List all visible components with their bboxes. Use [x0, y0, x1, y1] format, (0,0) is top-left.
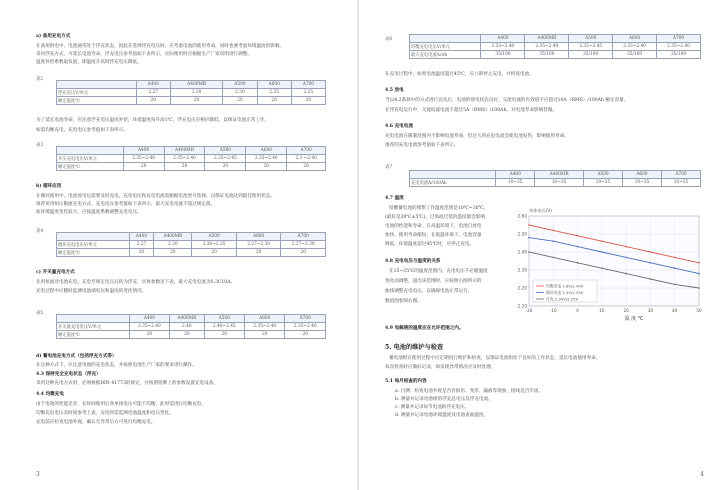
- table-row: [410, 179, 701, 187]
- table-cell: 35/100: [525, 51, 569, 59]
- cycle-voltage-table: [56, 232, 326, 257]
- table-cell: A400MR: [525, 35, 569, 43]
- table-label: 表3: [36, 143, 44, 148]
- table-cell: A700: [287, 147, 326, 155]
- table-cell: 2.35~2.40: [129, 323, 169, 331]
- table-row: [410, 171, 701, 179]
- paragraph: 在浮充电运行中，交流纹波电流不超过5A（RMS）/100Ah，对电池寿命影响甚微。: [385, 108, 557, 113]
- paragraph: 如环境温度变化较大，应按温度系数调整充电电压。: [36, 210, 142, 215]
- data-point: [698, 287, 700, 289]
- table-cell: A500: [223, 81, 257, 89]
- table-cell: 2.35~2.40: [285, 323, 326, 331]
- data-point: [650, 262, 652, 264]
- table-cell: 20: [154, 249, 192, 257]
- table-cell: A400: [129, 315, 169, 323]
- paragraph: 均衡充电电压及时间参考上表，充电时需监测电池温度和电压变化。: [36, 411, 174, 416]
- table-row: [410, 51, 701, 59]
- paragraph: 推荐的充电电流参考值如下表所示。: [385, 143, 459, 148]
- table-cell: 2.40: [170, 323, 204, 331]
- paragraph: 加快，使用寿命缩短；在低温环境下，电池容量: [385, 233, 482, 238]
- data-point: [528, 237, 530, 239]
- table-cell: A600: [245, 315, 285, 323]
- float-voltage-table: [56, 80, 326, 105]
- table-cell: 20: [246, 163, 287, 171]
- data-point: [552, 257, 554, 259]
- table-cell: 10~35: [535, 179, 584, 187]
- data-point: [625, 273, 627, 275]
- y-axis-label: 单体电压(V): [529, 208, 552, 213]
- table-cell: 20: [170, 331, 204, 339]
- table-cell: A400MR: [154, 233, 192, 241]
- paragraph: 在15~35℃的温度范围内，充电电压不必随温度: [389, 269, 488, 274]
- section-b-heading: b) 循环应用: [36, 184, 62, 189]
- section-d-heading: d) 蓄电池充电方式（包括浮充方式等）: [36, 354, 117, 359]
- y-tick-label: 2.20: [517, 285, 527, 291]
- table-cell: 最大充电电流A/Ah: [410, 51, 481, 59]
- data-point: [552, 240, 554, 242]
- table-cell: 额定温度℃: [57, 331, 130, 339]
- paragraph: 曲线调整充电电压，以确保电池正常运行。: [385, 289, 473, 294]
- table-cell: 2.40~2.45: [204, 323, 244, 331]
- x-tick-label: 30: [647, 308, 654, 313]
- table-cell: 2.27: [136, 89, 170, 97]
- table-cell: A400MR: [164, 147, 205, 155]
- table-cell: 20: [204, 331, 244, 339]
- paragraph: 充电前应检查电池外观，确认无异常后方可进行均衡充电。: [36, 420, 156, 425]
- table-cell: 2.35~2.40: [123, 155, 164, 163]
- paragraph: 铅酸蓄电池的理想工作温度范围是10℃~30℃，: [389, 206, 489, 211]
- paragraph: 在这种方式下，应注意电池的充电状态，并按照电池生产厂家的要求进行操作。: [36, 363, 197, 368]
- data-point: [601, 240, 603, 242]
- paragraph: 如需均衡充电，充电电压参考值如下表所示。: [36, 128, 128, 133]
- equalize-charge-table: [409, 34, 701, 59]
- table-cell: 2.27~2.30: [281, 241, 326, 249]
- table-cell: 10~35: [496, 179, 535, 187]
- table-cell: 35/100: [613, 51, 657, 59]
- data-point: [552, 230, 554, 232]
- table-cell: A400: [496, 171, 535, 179]
- paragraph: (最好是20℃±5℃)。过高或过低的温度都会影响: [385, 215, 485, 220]
- table-cell: 2.30: [223, 89, 257, 97]
- section-heading: 5.1 每月检查的内容: [385, 379, 427, 384]
- table-row: [57, 241, 326, 249]
- legend-entry: 循环充电 1.5V/2.35V: [546, 289, 584, 295]
- table-row: [57, 147, 326, 155]
- table-cell: 2.30~2.35: [192, 241, 237, 249]
- data-point: [601, 267, 603, 269]
- paragraph: 在循环使用中，电池放电后需要及时充电，充电电压和充电电流需根据电池型号选择，以保证电池达到最佳使用状态。: [36, 194, 275, 199]
- table-row: [410, 43, 701, 51]
- table-cell: 2.35~2.40: [245, 323, 285, 331]
- paragraph: 充电过程中应随时监测电池端电压和温度的变化情况。: [36, 289, 147, 294]
- table-row: [57, 233, 326, 241]
- section-heading: 4.6 充电电流: [385, 124, 413, 129]
- paragraph: 在备用供电中，电池通常处于浮充状态，因此在选择浮充电压时，应考虑电池的使用寿命，同时也要考虑环境温度的影响。: [36, 44, 285, 49]
- table-row: [57, 81, 326, 89]
- x-tick-label: -20: [525, 308, 533, 313]
- table-cell: 20: [192, 249, 237, 257]
- data-point: [601, 251, 603, 253]
- x-tick-label: 40: [672, 308, 678, 313]
- right-page: [359, 0, 716, 490]
- table-cell: 20: [164, 163, 205, 171]
- table-row: [410, 35, 701, 43]
- table-cell: 充电电流A/100Ah: [410, 179, 496, 187]
- table-cell: 35/100: [481, 51, 525, 59]
- table-cell: A700: [657, 35, 701, 43]
- y-tick-label: 2.60: [517, 213, 527, 219]
- table-cell: 2.30: [170, 89, 222, 97]
- data-point: [577, 246, 579, 248]
- table-cell: A400MR: [535, 171, 584, 179]
- data-point: [674, 284, 676, 286]
- table-row: [57, 315, 326, 323]
- paragraph: 为了延长电池寿命，应注意浮充电压温度补偿，环境温度每升高1℃，浮充电压应相应降低，以保证电池正常工作。: [36, 118, 270, 123]
- table-cell: 20: [287, 163, 326, 171]
- table-row: [57, 89, 326, 97]
- table-cell: A600: [236, 233, 281, 241]
- section-c-heading: c) 开关量充电方式: [36, 270, 75, 275]
- table-cell: [410, 171, 496, 179]
- table-cell: 2.35~2.40: [657, 43, 701, 51]
- table-cell: A400: [481, 35, 525, 43]
- table-cell: 10~35: [584, 179, 623, 187]
- table-cell: A400MR: [170, 81, 222, 89]
- table-cell: 20: [236, 249, 281, 257]
- table-cell: A400MR: [170, 315, 204, 323]
- table-cell: 2.25: [291, 89, 325, 97]
- table-cell: [57, 233, 130, 241]
- table-cell: 2.35~2.40: [525, 43, 569, 51]
- section-heading: 4.4 均衡充电: [36, 392, 64, 397]
- table-cell: 20: [285, 331, 326, 339]
- table-label: 表5: [36, 311, 44, 316]
- paragraph: 在充电过程中，如果电池温度超过45℃，应立即停止充电，并检查电池。: [385, 72, 534, 77]
- table-cell: A400: [123, 147, 164, 155]
- paragraph: 温度补偿系数取负值，即温度升高时浮充电压降低。: [36, 60, 142, 65]
- list-item: d. 测量并记录电池环境温度及电池表面温度。: [395, 413, 489, 418]
- data-point: [528, 251, 530, 253]
- table-cell: 20: [281, 249, 326, 257]
- table-label: 表6: [385, 37, 393, 42]
- charge-current-table: [409, 170, 701, 187]
- table-cell: 20: [257, 97, 291, 105]
- voltage-temperature-chart: [511, 202, 707, 322]
- table-cell: 循环充电电压V/单元: [57, 241, 130, 249]
- paragraph: 由于电池的性能差异，长时间使用后各单体电压可能不均衡，此时需进行均衡充电。: [36, 402, 206, 407]
- table-cell: A500: [192, 233, 237, 241]
- table-label: 表2: [36, 77, 44, 82]
- switch-charge-table: [56, 314, 326, 339]
- paragraph: 变化而调整，超出该范围时，应按照右图所示的: [385, 279, 482, 284]
- y-tick-label: 2.10: [517, 303, 527, 309]
- table-cell: A500: [205, 147, 246, 155]
- paragraph: 采用这种充电方式时，必须根据DIN 41773的规定，并按照铭牌上的参数设置充电设备。: [36, 381, 218, 386]
- table-cell: 20: [223, 97, 257, 105]
- data-point: [625, 257, 627, 259]
- x-tick-label: 50: [696, 308, 702, 313]
- table-cell: A700: [281, 233, 326, 241]
- list-item: a. 目测：检查电池外观是否有损伤、变形、漏液等现象，接线是否牢固。: [395, 389, 544, 394]
- table-cell: [57, 315, 130, 323]
- paragraph: 蓄电池组在使用过程中应定期进行维护和检查，以保证电池组处于良好的工作状态，延长电池使用寿命。: [389, 356, 601, 361]
- table-cell: 20: [129, 249, 154, 257]
- table-cell: 均衡充电电压V/单元: [410, 43, 481, 51]
- table-cell: 2.33~2.40: [481, 43, 525, 51]
- paragraph: 降低。环境温度超过45℃时，应停止充电。: [385, 242, 475, 247]
- table-row: [57, 163, 326, 171]
- table-cell: 浮充电压V/单元: [57, 89, 137, 97]
- section-heading: 4.9 电解液的温度应在允许范围之内。: [385, 326, 464, 331]
- data-point: [577, 235, 579, 237]
- x-tick-label: 20: [623, 308, 629, 313]
- section-heading: 4.8 充电电压与温度的关系: [385, 259, 441, 264]
- table-cell: 2.33~2.40: [613, 43, 657, 51]
- table-cell: 10~35: [661, 179, 700, 187]
- table-cell: 2.27~2.30: [236, 241, 281, 249]
- table-cell: A500: [569, 35, 613, 43]
- table-cell: A500: [584, 171, 623, 179]
- table-label: 表4: [36, 229, 44, 234]
- table-cell: A400: [136, 81, 170, 89]
- left-page: [0, 0, 357, 490]
- x-tick-label: 0: [576, 308, 579, 313]
- paragraph: 数值图参阅右图。: [385, 299, 422, 304]
- table-cell: A600: [622, 171, 661, 179]
- chapter-heading: 5. 电池的维护与检查: [385, 344, 444, 351]
- table-cell: 35/100: [657, 51, 701, 59]
- table-cell: 35/100: [569, 51, 613, 59]
- page-number: 4: [700, 471, 704, 478]
- table-cell: A700: [291, 81, 325, 89]
- data-point: [674, 267, 676, 269]
- table-cell: 2.35~2.40: [164, 155, 205, 163]
- x-tick-label: 10: [599, 308, 605, 313]
- table-cell: [57, 81, 137, 89]
- table-cell: 2.35~2.45: [205, 155, 246, 163]
- page-number: 3: [36, 471, 40, 478]
- table-row: [57, 155, 326, 163]
- table-cell: 20: [129, 331, 169, 339]
- table-cell: 20: [291, 97, 325, 105]
- table-cell: 20: [205, 163, 246, 171]
- y-tick-label: 2.40: [517, 249, 527, 255]
- table-cell: 2.27: [129, 241, 154, 249]
- paragraph: 采用浮充方式，可延长电池寿命，浮充电压参考值如下表所示，实际使用时应根据生产厂家说明进行调整。: [36, 52, 252, 57]
- x-tick-label: -10: [549, 308, 557, 313]
- data-point: [577, 262, 579, 264]
- paragraph: 先用恒流对电池充电，充电至规定电压后转为浮充，具体参数见下表，最大充电电流为0.3C10A。: [36, 280, 236, 285]
- table-row: [57, 97, 326, 105]
- table-row: [57, 323, 326, 331]
- table-cell: A500: [204, 315, 244, 323]
- paragraph: 电池的性能和寿命。在高温环境下，电池自放电: [385, 224, 482, 229]
- legend-entry: 浮充 2.30V/2.25V: [546, 296, 579, 302]
- table-cell: 2.35~2.40: [246, 155, 287, 163]
- table-row: [57, 249, 326, 257]
- x-axis-label: 温 度 ℃: [624, 316, 644, 322]
- table-cell: 2.35~2.45: [569, 43, 613, 51]
- y-tick-label: 2.30: [517, 267, 527, 273]
- data-point: [698, 273, 700, 275]
- table-cell: A700: [285, 315, 326, 323]
- data-point: [528, 224, 530, 226]
- table-cell: 10~35: [622, 179, 661, 187]
- table-cell: 额定温度℃: [57, 163, 124, 171]
- table-cell: 20: [123, 163, 164, 171]
- data-point: [650, 251, 652, 253]
- table-label: 表7: [385, 165, 393, 170]
- y-tick-label: 2.50: [517, 231, 527, 237]
- table-cell: 开关量充电电压V/单元: [57, 323, 130, 331]
- table-cell: A700: [661, 171, 700, 179]
- data-point: [650, 278, 652, 280]
- section-heading: 4.7 温度: [385, 196, 404, 201]
- table-cell: A600: [613, 35, 657, 43]
- table-cell: 20: [136, 97, 170, 105]
- paragraph: 充电电流在限制范围内不影响电池寿命，但过大的充电电流会使电池发热，影响使用寿命。: [385, 134, 569, 139]
- table-cell: 2.30: [154, 241, 192, 249]
- paragraph: 当以4.2条款中的方式进行充电后，电池的荷电状态良好，交流电流的有效值不应超过10A（RMS）/100Ah 额定容量。: [385, 98, 629, 103]
- section-heading: 4.5 放电: [385, 88, 404, 93]
- data-point: [674, 257, 676, 259]
- section-a-heading: a) 备用充电方式: [36, 34, 71, 39]
- table-cell: A600: [257, 81, 291, 89]
- equalize-voltage-table: [56, 146, 326, 171]
- table-cell: [57, 147, 124, 155]
- table-cell: A600: [246, 147, 287, 155]
- table-cell: 2.3 ~2.40: [287, 155, 326, 163]
- table-cell: 开压充电电压V/单元: [57, 155, 124, 163]
- data-point: [625, 246, 627, 248]
- table-cell: A400: [129, 233, 154, 241]
- table-cell: 20: [245, 331, 285, 339]
- list-item: c. 测量并记录每节电池的浮充电压。: [395, 405, 470, 410]
- paragraph: 每次检查时应做好记录，如发现异常情况应及时处理。: [385, 365, 496, 370]
- table-cell: 20: [170, 97, 222, 105]
- table-cell: 2.25: [257, 89, 291, 97]
- table-cell: [410, 35, 481, 43]
- table-row: [57, 331, 326, 339]
- list-item: b. 测量并记录电池组的浮充总电压及浮充电流。: [395, 397, 493, 402]
- data-point: [698, 262, 700, 264]
- section-heading: 4.3 保持完全充电状态（浮充）: [36, 372, 101, 377]
- paragraph: 推荐采用恒压限流充电方式，充电电压参考值如下表所示，最大充电电流不超过规定值。: [36, 202, 216, 207]
- table-cell: 额定温度℃: [57, 97, 137, 105]
- legend-entry: 均衡充电 1.8V/2.40V: [546, 283, 584, 289]
- table-cell: 额定温度℃: [57, 249, 130, 257]
